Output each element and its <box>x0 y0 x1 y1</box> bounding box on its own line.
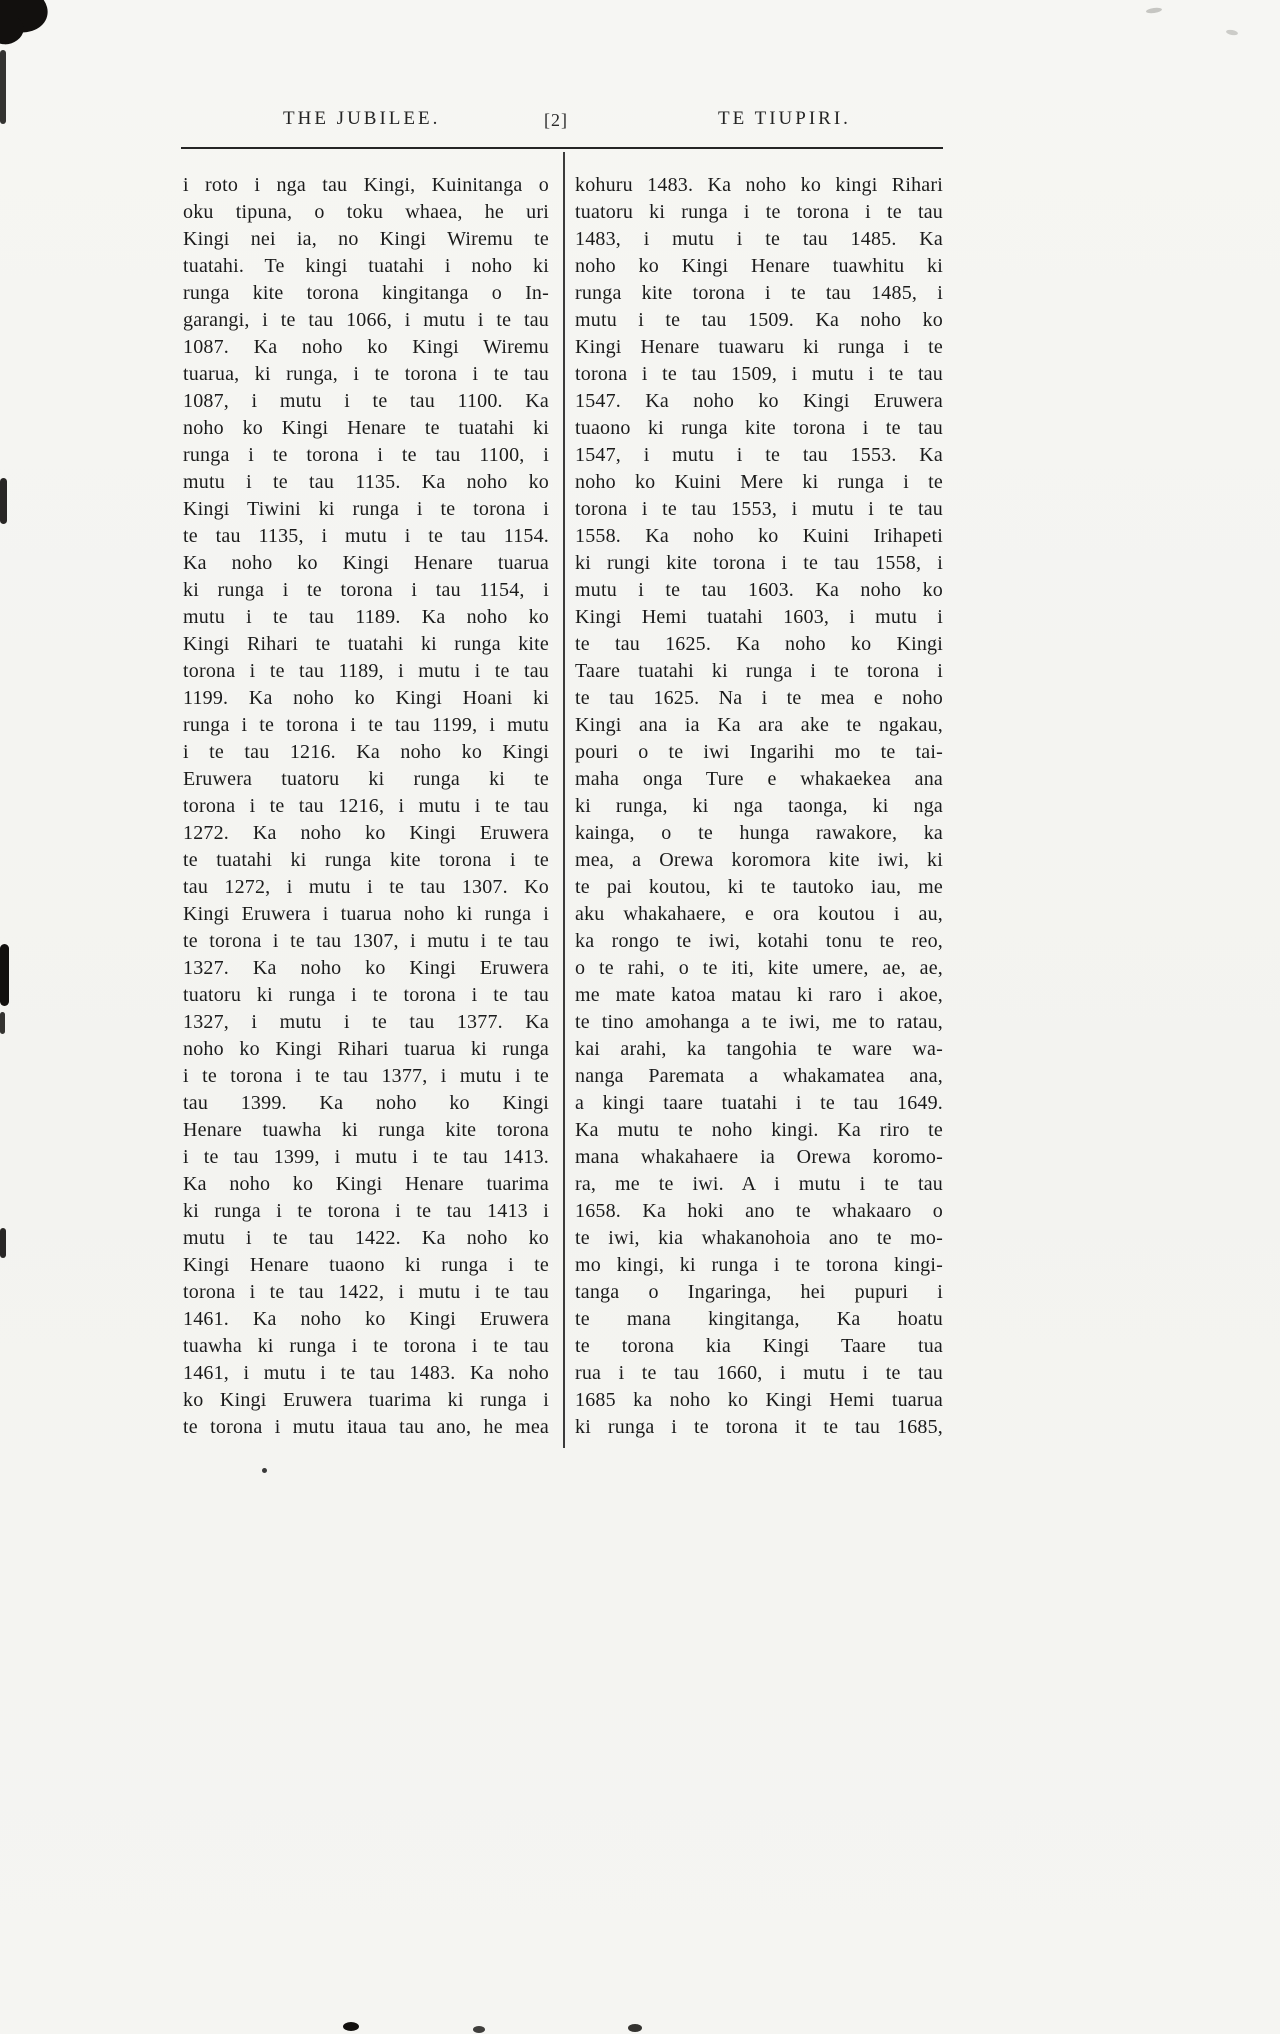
text-line: mutu i te tau 1135. Ka noho ko <box>183 471 549 493</box>
text-line: tuatahi. Te kingi tuatahi i noho ki <box>183 255 549 277</box>
text-line: 1547, i mutu i te tau 1553. Ka <box>575 444 943 466</box>
text-line: mutu i te tau 1509. Ka noho ko <box>575 309 943 331</box>
scan-speck <box>1146 7 1163 14</box>
text-line: noho ko Kuini Mere ki runga i te <box>575 471 943 493</box>
right-column <box>575 172 943 1441</box>
text-line: runga kite torona kingitanga o In- <box>183 282 549 304</box>
text-line: ki runga i te torona i te tau 1413 i <box>183 1200 549 1222</box>
text-line: 1327, i mutu i te tau 1377. Ka <box>183 1011 549 1033</box>
text-line: Kingi Tiwini ki runga i te torona i <box>183 498 549 520</box>
text-line: ko Kingi Eruwera tuarima ki runga i <box>183 1389 549 1411</box>
text-line: ra, me te iwi. A i mutu i te tau <box>575 1173 943 1195</box>
text-line: maha onga Ture e whakaekea ana <box>575 768 943 790</box>
text-line: 1087. Ka noho ko Kingi Wiremu <box>183 336 549 358</box>
text-line: ki runga i te torona i tau 1154, i <box>183 579 549 601</box>
text-line: tuatoru ki runga i te torona i te tau <box>183 984 549 1006</box>
text-line: o te rahi, o te iti, kite umere, ae, ae, <box>575 957 943 979</box>
scan-speck <box>473 2026 485 2033</box>
text-line: Ka noho ko Kingi Henare tuarima <box>183 1173 549 1195</box>
scan-speck <box>1226 29 1239 36</box>
text-line: kai arahi, ka tangohia te ware wa- <box>575 1038 943 1060</box>
text-line: te tau 1625. Na i te mea e noho <box>575 687 943 709</box>
text-line: ka rongo te iwi, kotahi tonu te reo, <box>575 930 943 952</box>
text-line: te torona kia Kingi Taare tua <box>575 1335 943 1357</box>
header-right-title: TE TIUPIRI. <box>718 108 851 129</box>
text-line: mutu i te tau 1603. Ka noho ko <box>575 579 943 601</box>
scan-speck <box>262 1468 267 1473</box>
text-line: torona i te tau 1509, i mutu i te tau <box>575 363 943 385</box>
text-line: Kingi Hemi tuatahi 1603, i mutu i <box>575 606 943 628</box>
text-line: te pai koutou, ki te tautoko iau, me <box>575 876 943 898</box>
text-line: tau 1399. Ka noho ko Kingi <box>183 1092 549 1114</box>
text-line: Henare tuawha ki runga kite torona <box>183 1119 549 1141</box>
text-line: aku whakahaere, e ora koutou i au, <box>575 903 943 925</box>
text-line: torona i te tau 1553, i mutu i te tau <box>575 498 943 520</box>
text-line: Taare tuatahi ki runga i te torona i <box>575 660 943 682</box>
edge-mark <box>0 50 6 124</box>
text-line: Kingi Rihari te tuatahi ki runga kite <box>183 633 549 655</box>
text-line: a kingi taare tuatahi i te tau 1649. <box>575 1092 943 1114</box>
text-line: rua i te tau 1660, i mutu i te tau <box>575 1362 943 1384</box>
text-line: mana whakahaere ia Orewa koromo- <box>575 1146 943 1168</box>
text-line: te torona i te tau 1307, i mutu i te tau <box>183 930 549 952</box>
text-line: tau 1272, i mutu i te tau 1307. Ko <box>183 876 549 898</box>
text-line: tuatoru ki runga i te torona i te tau <box>575 201 943 223</box>
text-line: mo kingi, ki runga i te torona kingi- <box>575 1254 943 1276</box>
text-line: i te tau 1216. Ka noho ko Kingi <box>183 741 549 763</box>
text-line: torona i te tau 1422, i mutu i te tau <box>183 1281 549 1303</box>
text-line: Kingi Henare tuaono ki runga i te <box>183 1254 549 1276</box>
text-line: nanga Paremata a whakamatea ana, <box>575 1065 943 1087</box>
text-line: i te torona i te tau 1377, i mutu i te <box>183 1065 549 1087</box>
text-line: 1272. Ka noho ko Kingi Eruwera <box>183 822 549 844</box>
text-line: 1483, i mutu i te tau 1485. Ka <box>575 228 943 250</box>
column-divider <box>563 152 565 1448</box>
text-line: tuaono ki runga kite torona i te tau <box>575 417 943 439</box>
text-line: 1558. Ka noho ko Kuini Irihapeti <box>575 525 943 547</box>
text-line: me mate katoa matau ki raro i akoe, <box>575 984 943 1006</box>
text-line: te tino amohanga a te iwi, me to ratau, <box>575 1011 943 1033</box>
text-line: kainga, o te hunga rawakore, ka <box>575 822 943 844</box>
text-line: 1685 ka noho ko Kingi Hemi tuarua <box>575 1389 943 1411</box>
text-line: Ka mutu te noho kingi. Ka riro te <box>575 1119 943 1141</box>
text-line: ki rungi kite torona i te tau 1558, i <box>575 552 943 574</box>
text-line: i roto i nga tau Kingi, Kuinitanga o <box>183 174 549 196</box>
scan-speck <box>343 2022 359 2031</box>
text-line: garangi, i te tau 1066, i mutu i te tau <box>183 309 549 331</box>
text-line: 1461. Ka noho ko Kingi Eruwera <box>183 1308 549 1330</box>
text-line: Kingi Henare tuawaru ki runga i te <box>575 336 943 358</box>
text-line: torona i te tau 1216, i mutu i te tau <box>183 795 549 817</box>
edge-mark <box>0 478 7 524</box>
text-line: 1658. Ka hoki ano te whakaaro o <box>575 1200 943 1222</box>
text-line: Kingi nei ia, no Kingi Wiremu te <box>183 228 549 250</box>
text-line: runga kite torona i te tau 1485, i <box>575 282 943 304</box>
text-line: kohuru 1483. Ka noho ko kingi Rihari <box>575 174 943 196</box>
text-line: te mana kingitanga, Ka hoatu <box>575 1308 943 1330</box>
page-number: [2] <box>544 110 568 130</box>
text-line: i te tau 1399, i mutu i te tau 1413. <box>183 1146 549 1168</box>
text-line: Kingi Eruwera i tuarua noho ki runga i <box>183 903 549 925</box>
text-line: runga i te torona i te tau 1199, i mutu <box>183 714 549 736</box>
text-line: ki runga, ki nga taonga, ki nga <box>575 795 943 817</box>
text-line: tanga o Ingaringa, hei pupuri i <box>575 1281 943 1303</box>
text-line: oku tipuna, o toku whaea, he uri <box>183 201 549 223</box>
text-line: noho ko Kingi Henare tuawhitu ki <box>575 255 943 277</box>
text-line: mutu i te tau 1189. Ka noho ko <box>183 606 549 628</box>
left-column <box>183 172 549 1441</box>
text-line: ki runga i te torona it te tau 1685, <box>575 1416 943 1438</box>
text-line: 1087, i mutu i te tau 1100. Ka <box>183 390 549 412</box>
edge-mark <box>0 1228 6 1258</box>
text-line: noho ko Kingi Henare te tuatahi ki <box>183 417 549 439</box>
text-line: mea, a Orewa koromora kite iwi, ki <box>575 849 943 871</box>
text-line: te tau 1625. Ka noho ko Kingi <box>575 633 943 655</box>
text-line: Eruwera tuatoru ki runga ki te <box>183 768 549 790</box>
header-rule <box>181 147 943 149</box>
edge-mark <box>0 944 9 1006</box>
text-line: Kingi ana ia Ka ara ake te ngakau, <box>575 714 943 736</box>
text-line: 1327. Ka noho ko Kingi Eruwera <box>183 957 549 979</box>
text-line: 1199. Ka noho ko Kingi Hoani ki <box>183 687 549 709</box>
text-line: te tuatahi ki runga kite torona i te <box>183 849 549 871</box>
text-line: tuawha ki runga i te torona i te tau <box>183 1335 549 1357</box>
text-line: te torona i mutu itaua tau ano, he mea <box>183 1416 549 1438</box>
text-line: mutu i te tau 1422. Ka noho ko <box>183 1227 549 1249</box>
text-line: Ka noho ko Kingi Henare tuarua <box>183 552 549 574</box>
text-line: tuarua, ki runga, i te torona i te tau <box>183 363 549 385</box>
text-line: runga i te torona i te tau 1100, i <box>183 444 549 466</box>
text-line: te tau 1135, i mutu i te tau 1154. <box>183 525 549 547</box>
scan-speck <box>628 2024 642 2032</box>
text-line: 1461, i mutu i te tau 1483. Ka noho <box>183 1362 549 1384</box>
header-left-title: THE JUBILEE. <box>283 108 441 129</box>
text-line: noho ko Kingi Rihari tuarua ki runga <box>183 1038 549 1060</box>
text-line: 1547. Ka noho ko Kingi Eruwera <box>575 390 943 412</box>
text-line: te iwi, kia whakanohoia ano te mo- <box>575 1227 943 1249</box>
text-line: pouri o te iwi Ingarihi mo te tai- <box>575 741 943 763</box>
edge-mark <box>0 1012 5 1034</box>
text-line: torona i te tau 1189, i mutu i te tau <box>183 660 549 682</box>
